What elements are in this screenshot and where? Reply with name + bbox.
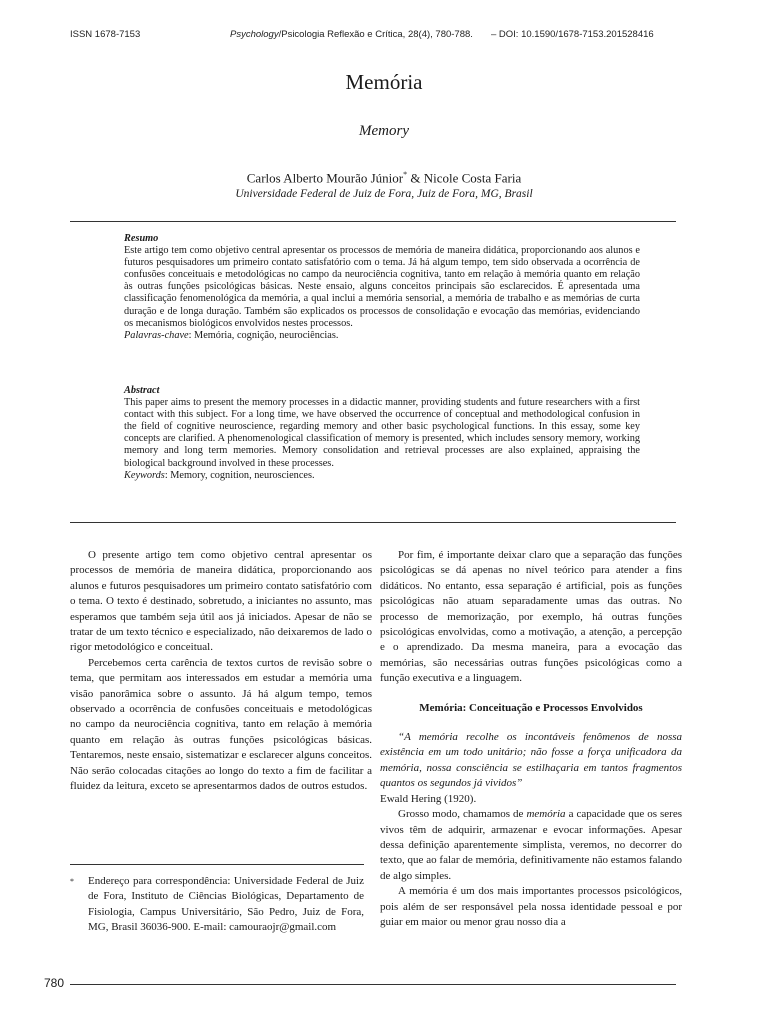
abstract-heading: Abstract xyxy=(124,385,160,396)
abstract-body: This paper aims to present the memory processes in a didactic manner, providing students and future researchers with a first contact with this subject. For a long time, we have observed the occurrence of conceptual and methodological confusion in the field of cognitive neuroscience, regarding memory and other basic psychological functions. In this essay, some key concepts are clarified. A phenomenological classification of memory is presented, which includes sensory memory, working memory and long term memories. Memory consolidation and retrieval processes are also explained, appraising the biological background involved in these processes. xyxy=(124,397,640,469)
left-paragraph-1: O presente artigo tem como objetivo central apresentar os processos de memória de maneira didática, proporcionando aos alunos e futuros pesquisadores um primeiro contato satisfatório com o tema. O texto é destinado, sobretudo, a iniciantes no assunto, mas esperamos que também seja útil aos já iniciados. Apesar de não se tratar de um texto técnico e especializado, não deixaremos de lado o rigor metodológico e conceitual. xyxy=(70,549,372,654)
left-paragraph-2: Percebemos certa carência de textos curtos de revisão sobre o tema, que permitam aos interessados em estudar a memória uma visão panorâmica sobre o assunto. Já há algum tempo, temos observado a ocorrência de confusões conceituais e metodológicas no campo da neurociência cognitiva, tanto em relação à memória quanto em relação às outras funções psicológicas básicas. Tentaremos, neste ensaio, sistematizar e esclarecer alguns conceitos. Não serão colocadas citações ao longo do texto a fim de facilitar a fluidez da leitura, exceto se apresentarmos dados de outros estudos. xyxy=(70,656,372,793)
author-1: Carlos Alberto Mourão Júnior xyxy=(246,170,404,186)
right-paragraph-1: Por fim, é importante deixar claro que a separação das funções psicológicas se dá apenas no nível teórico para atender a fins didáticos. No entanto, essa separação é artificial, pois as funções psicológicas não atuam separadamente umas das outras. No processo de memorização, por exemplo, há outras funções psicológicas envolvidas, como a motivação, a atenção, a percepção e o aprendizado. Da mesma maneira, para a evocação das memórias, são necessárias outras funções psicológicas como a função executiva e a linguagem. xyxy=(380,549,682,685)
authors-line xyxy=(0,170,768,186)
right-paragraph-2-start: Grosso modo, chamamos de xyxy=(398,808,527,821)
top-divider xyxy=(70,221,676,222)
resumo-keywords xyxy=(124,330,640,342)
journal-citation-rest: /Psicologia Reflexão e Crítica, 28(4), 780-788. xyxy=(278,29,473,40)
resumo-heading: Resumo xyxy=(124,233,159,244)
footnote-mark: * xyxy=(70,877,74,886)
left-column xyxy=(70,548,372,795)
right-paragraph-3: A memória é um dos mais importantes processos psicológicos, pois além de ser responsável pela nossa identidade pessoal e por guiar em maior ou menor grau nosso dia a xyxy=(380,885,682,928)
abstract-bottom-divider xyxy=(70,522,676,523)
author-connector: & xyxy=(407,170,424,186)
issn: ISSN 1678-7153 xyxy=(70,29,141,40)
footnote-text: Endereço para correspondência: Universidade Federal de Juiz de Fora, Instituto de Ciências Biológicas, Departamento de Fisiologia, Campus Universitário, São Pedro, Juiz de Fora, MG, Brasil 36036-900. E-mail: camouraojr@gmail.com xyxy=(88,875,364,934)
article-title: Memória xyxy=(345,70,423,94)
abstract-keywords-list: : Memory, cognition, neurosciences. xyxy=(164,469,315,481)
abstract-keywords xyxy=(124,470,640,482)
right-paragraph-2-rest: a capacidade que os seres vivos têm de adquirir, armazenar e evocar informações. Apesar dessa definição aparentemente simplista, veremos, no decorrer do texto, que ao falar de memória, definitivamente não estamos falando de algo simples. xyxy=(380,808,682,882)
article-subtitle: Memory xyxy=(359,123,409,139)
resumo-keywords-label: Palavras-chave xyxy=(124,329,189,341)
abstract-keywords-label: Keywords xyxy=(124,469,165,481)
section-heading: Memória: Conceituação e Processos Envolvidos xyxy=(419,701,643,714)
journal-citation xyxy=(230,29,473,40)
right-paragraph-2 xyxy=(380,807,682,884)
footnote-divider xyxy=(70,864,364,865)
epigraph-author: Ewald Hering (1920). xyxy=(380,792,477,805)
footnote xyxy=(70,874,364,936)
page-number: 780 xyxy=(44,976,65,990)
resumo-keywords-list: : Memória, cognição, neurociências. xyxy=(188,329,339,341)
abstract-block xyxy=(124,385,640,482)
affiliation: Universidade Federal de Juiz de Fora, Juiz de Fora, MG, Brasil xyxy=(235,188,533,200)
doi: – DOI: 10.1590/1678-7153.201528416 xyxy=(491,29,654,40)
right-paragraph-2-term: memória xyxy=(526,808,566,821)
author-2: Nicole Costa Faria xyxy=(423,170,522,186)
right-column xyxy=(380,548,682,930)
resumo-body: Este artigo tem como objetivo central apresentar os processos de memória de maneira didática, proporcionando aos alunos e futuros pesquisadores um primeiro contato satisfatório com o tema. Já há algum tempo, tem sido observada a ocorrência de confusões conceituais e metodológicas no campo da neurociência cognitiva, tanto em relação à memória quanto em relação às outras funções psicológicas básicas. Neste ensaio, alguns conceitos principais são esclarecidos. É apresentada uma classificação fenomenológica da memória, a qual inclui a memória sensorial, a memória de trabalho e as memórias de curta duração e de longa duração. Também são explicados os processos de consolidação e evocação das memórias, evidenciando os mecanismos biológicos envolvidos nestes processos. xyxy=(124,245,640,329)
footer-divider xyxy=(70,984,676,985)
author-footnote-mark: * xyxy=(403,170,408,179)
epigraph-quote: “A memória recolhe os incontáveis fenômenos de nossa existência em um todo unitário; não fosse a força unificadora da memória, nossa consciência se estilhaçaria em tantos fragmentos quantos os segundos já vividos” xyxy=(380,731,682,790)
journal-name-italic: Psychology xyxy=(230,29,279,40)
resumo-block xyxy=(124,233,640,342)
